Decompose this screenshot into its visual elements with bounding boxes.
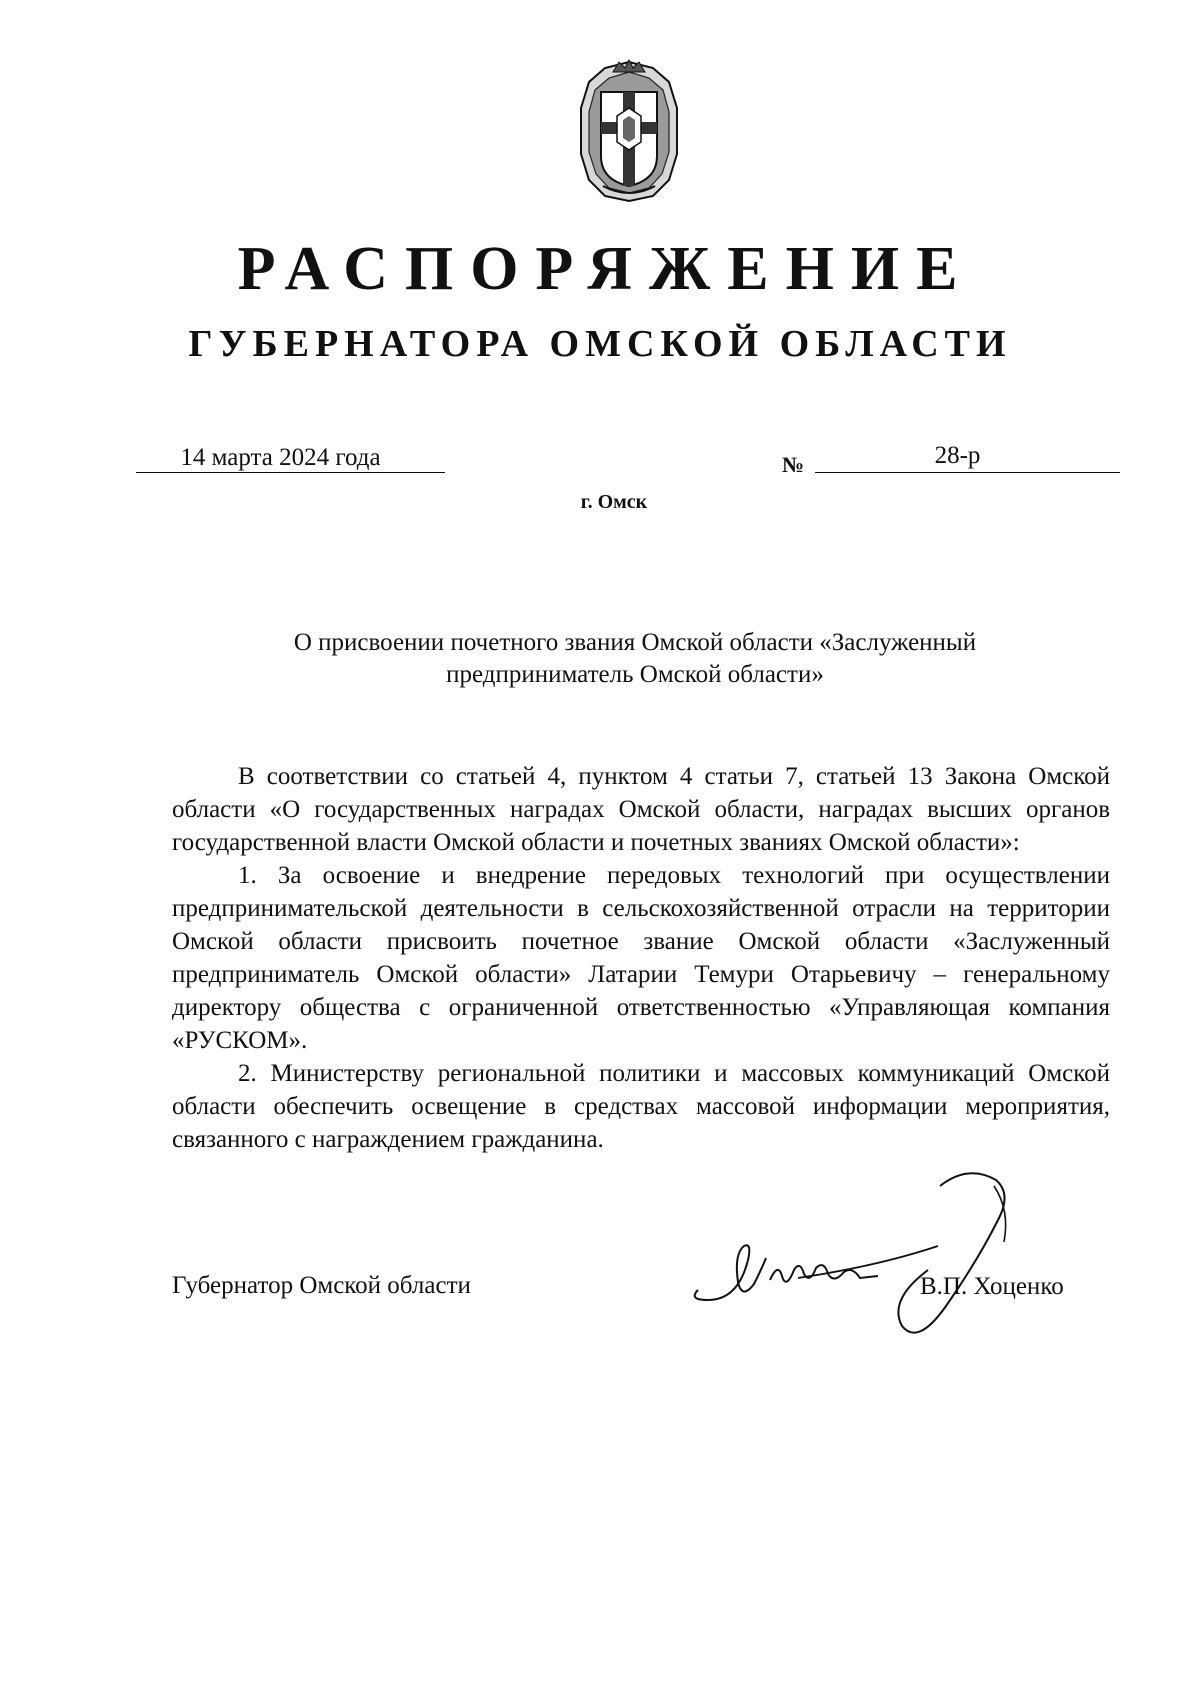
coat-of-arms-icon — [573, 58, 685, 203]
document-subject: О присвоении почетного звания Омской области «Заслуженный предприниматель Омской области» — [293, 629, 977, 688]
document-number: 28-р — [815, 441, 1120, 473]
document-date: 14 марта 2024 года — [136, 443, 445, 473]
signatory-name: В.П. Хоценко — [920, 1273, 1064, 1300]
document-subtitle: ГУБЕРНАТОРА ОМСКОЙ ОБЛАСТИ — [188, 323, 1012, 365]
document-title: РАСПОРЯЖЕНИЕ — [237, 235, 975, 303]
body-paragraph-preamble: В соответствии со статьей 4, пунктом 4 статьи 7, статьей 13 Закона Омской области «О государственных наградах Омской области, наградах высших органов государственной власти Омской области и почетных званиях Омской области»: — [172, 763, 1110, 856]
handwritten-signature-icon — [678, 1150, 1058, 1340]
body-paragraph-item-2: 2. Министерству региональной политики и массовых коммуникаций Омской области обеспечить освещение в средствах массовой информации мероприятия, связанного с награждением гражданина. — [172, 1060, 1110, 1153]
document-body — [172, 760, 1110, 1156]
body-paragraph-item-1: 1. За освоение и внедрение передовых технологий при осуществлении предпринимательской деятельности в сельскохозяйственной отрасли на территории Омской области присвоить почетное звание Омской области «Заслуженный предприниматель Омской области» Латарии Темури Отарьевичу – генеральному директору общества с ограниченной ответственностью «Управляющая компания «РУСКОМ». — [172, 862, 1110, 1054]
number-label: № — [782, 452, 805, 477]
document-city: г. Омск — [580, 491, 648, 513]
signatory-position: Губернатор Омской области — [172, 1272, 471, 1299]
